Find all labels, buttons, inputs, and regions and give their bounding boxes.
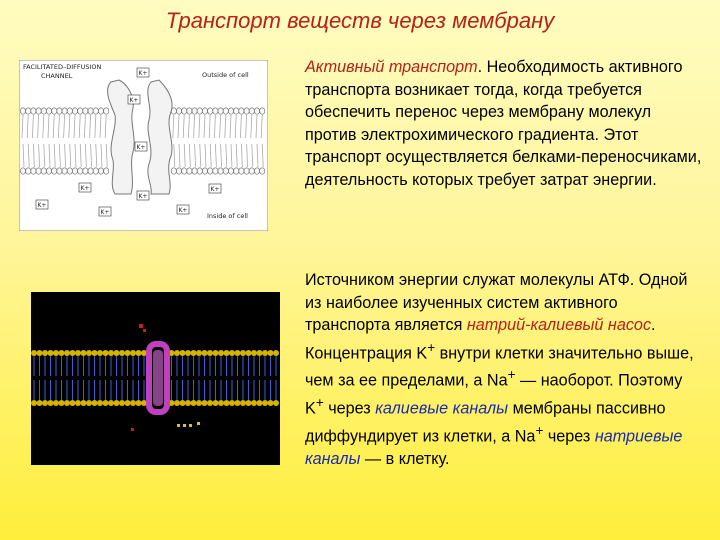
lipid-head (257, 400, 263, 406)
lipid-head (268, 350, 274, 356)
lipid-head (64, 350, 70, 356)
lipid-head (196, 350, 202, 356)
ion-particle (177, 424, 180, 427)
lipid-head (31, 400, 37, 406)
inside-of-cell-label: Inside of cell (207, 212, 248, 220)
lipid-head (213, 108, 218, 114)
lipid-head (218, 168, 223, 174)
lipid-head (75, 400, 81, 406)
ion-box (137, 191, 149, 200)
lipid-head (75, 350, 81, 356)
p2-text-2: . Концентрация K (305, 316, 656, 362)
lipid-head (108, 400, 114, 406)
lipid-head (228, 108, 233, 114)
ion-box (137, 68, 149, 77)
lipid-head (229, 350, 235, 356)
lipid-head (42, 400, 48, 406)
lipid-head (136, 400, 142, 406)
lipid-head (246, 400, 252, 406)
svg-text:K+: K+ (129, 97, 139, 104)
lipid-head (46, 108, 51, 114)
paragraph-active-transport (305, 56, 705, 191)
lipid-head (254, 168, 259, 174)
lipid-head (174, 400, 180, 406)
superscript-plus: + (535, 423, 544, 439)
lipid-head (273, 400, 279, 406)
lipid-head (191, 400, 197, 406)
svg-text:K+: K+ (136, 144, 146, 151)
lipid-head (93, 108, 98, 114)
superscript-plus: + (427, 339, 436, 355)
lipid-head (246, 350, 252, 356)
ion-particle (189, 424, 192, 427)
lipid-head (260, 168, 265, 174)
lipid-head (202, 350, 208, 356)
lipid-head (78, 108, 83, 114)
lipid-head (185, 350, 191, 356)
p2-text-5: через (323, 399, 376, 418)
lipid-head (93, 168, 98, 174)
lipid-head (97, 350, 103, 356)
ion-box (209, 184, 221, 193)
lipid-head (180, 400, 186, 406)
lipid-head (48, 350, 54, 356)
lipid-head (20, 168, 25, 174)
lipid-head (103, 350, 109, 356)
svg-text:K+: K+ (100, 209, 110, 216)
outside-of-cell-label: Outside of cell (202, 71, 249, 79)
lipid-head (104, 108, 109, 114)
lipid-head (67, 168, 72, 174)
lipid-head (57, 168, 62, 174)
lipid-head (182, 108, 187, 114)
lipid-head (244, 108, 249, 114)
ion-particle (139, 324, 143, 328)
channel-label-line1: FACILITATED–DIFFUSION (23, 63, 102, 71)
lipid-head (52, 168, 57, 174)
lipid-head (207, 350, 213, 356)
lipid-head (41, 168, 46, 174)
p2-text-3: внутри клетки значительно выше, чем за ее пределами, а Na (305, 343, 694, 390)
lipid-head (176, 168, 181, 174)
term-active-transport: Активный транспорт (305, 58, 478, 76)
lipid-head (125, 350, 131, 356)
lipid-head (213, 400, 219, 406)
ion-particle (131, 428, 134, 431)
lipid-head (114, 350, 120, 356)
lipid-head (130, 400, 136, 406)
lipid-head (86, 350, 92, 356)
lipid-head (234, 168, 239, 174)
lipid-head (223, 168, 228, 174)
lipid-head (98, 108, 103, 114)
ion-particle (197, 422, 200, 425)
svg-text:K+: K+ (210, 186, 220, 193)
lipid-head (196, 400, 202, 406)
svg-text:K+: K+ (178, 207, 188, 214)
lipid-head (239, 108, 244, 114)
lipid-head (208, 168, 213, 174)
lipid-head (78, 168, 83, 174)
lipid-head (213, 168, 218, 174)
term-potassium-channels: калиевые каналы (375, 399, 509, 418)
lipid-head (53, 400, 59, 406)
lipid-head (103, 400, 109, 406)
lipid-head (192, 108, 197, 114)
lipid-head (268, 400, 274, 406)
lipid-head (26, 168, 31, 174)
lipid-head (273, 350, 279, 356)
lipid-head (53, 350, 59, 356)
lipid-head (52, 108, 57, 114)
lipid-head (202, 400, 208, 406)
lipid-head (218, 400, 224, 406)
lipid-head (174, 350, 180, 356)
ion-box (135, 142, 147, 151)
svg-text:K+: K+ (138, 193, 148, 200)
ion-box (36, 200, 48, 209)
lipid-head (197, 168, 202, 174)
sodium-potassium-pump-figure (31, 292, 280, 465)
lipid-head (136, 350, 142, 356)
lipid-head (224, 400, 230, 406)
paragraph-energy-source (305, 269, 705, 471)
lipid-head (251, 400, 257, 406)
lipid-head (185, 400, 191, 406)
lipid-head (240, 400, 246, 406)
superscript-plus: + (507, 367, 516, 383)
lipid-head (202, 168, 207, 174)
lipid-head (72, 108, 77, 114)
lipid-head (46, 168, 51, 174)
lipid-head (114, 400, 120, 406)
lipid-head (208, 108, 213, 114)
p2-text-1: Источником энергии служат молекулы АТФ. Одной из наиболее изученных систем активного транспорта является (305, 271, 688, 334)
term-sodium-potassium-pump: натрий-калиевый насос (466, 316, 652, 334)
paragraph1-text: . Необходимость активного транспорта возникает тогда, когда требуется обеспечить перенос через мембрану молекул против электрохимического градиента. Этот транспорт осуществляется белками-переносчиками, деятельность которых требует затрат энергии. (305, 58, 702, 189)
p2-text-8: — в клетку. (360, 450, 450, 469)
lipid-head (240, 350, 246, 356)
lipid-head (92, 400, 98, 406)
lipid-head (104, 168, 109, 174)
lipid-head (223, 108, 228, 114)
facilitated-diffusion-figure (19, 60, 268, 231)
lipid-head (59, 400, 65, 406)
lipid-head (97, 400, 103, 406)
lipid-head (59, 350, 65, 356)
term-sodium-channels: натриевые каналы (305, 427, 683, 469)
lipid-head (37, 350, 43, 356)
lipid-head (228, 168, 233, 174)
lipid-head (62, 168, 67, 174)
lipid-head (229, 400, 235, 406)
lipid-head (37, 400, 43, 406)
p2-text-6: мембраны пассивно диффундирует из клетки, а Na (305, 399, 666, 446)
lipid-head (31, 350, 37, 356)
ion-box (177, 205, 189, 214)
lipid-head (207, 400, 213, 406)
superscript-plus: + (315, 395, 324, 411)
channel-protein-right (148, 80, 172, 194)
lipid-head (36, 108, 41, 114)
lipid-head (202, 108, 207, 114)
lipid-head (257, 350, 263, 356)
lipid-head (125, 400, 131, 406)
lipid-head (70, 350, 76, 356)
lipid-head (108, 350, 114, 356)
slide-title: Транспорт веществ через мембрану (165, 8, 555, 33)
lipid-head (72, 168, 77, 174)
lipid-head (197, 108, 202, 114)
lipid-head (57, 108, 62, 114)
ion-particle (143, 329, 146, 332)
lipid-head (244, 168, 249, 174)
lipid-head (235, 350, 241, 356)
lipid-head (249, 108, 254, 114)
lipid-head (70, 400, 76, 406)
lipid-head (130, 350, 136, 356)
lipid-head (192, 168, 197, 174)
lipid-head (92, 350, 98, 356)
svg-text:K+: K+ (138, 70, 148, 77)
lipid-head (235, 400, 241, 406)
lipid-head (176, 108, 181, 114)
lipid-head (254, 108, 259, 114)
pump-protein-core (153, 350, 163, 406)
lipid-head (83, 108, 88, 114)
lipid-head (262, 350, 268, 356)
lipid-head (234, 108, 239, 114)
ion-box (99, 207, 111, 216)
lipid-head (171, 168, 176, 174)
p2-text-4: — наоборот. Поэтому K (305, 371, 683, 418)
lipid-head (119, 400, 125, 406)
lipid-head (187, 168, 192, 174)
lipid-head (260, 108, 265, 114)
lipid-head (36, 168, 41, 174)
lipid-head (251, 350, 257, 356)
lipid-head (41, 108, 46, 114)
lipid-head (67, 108, 72, 114)
lipid-head (81, 400, 87, 406)
lipid-head (83, 168, 88, 174)
channel-label-line2: CHANNEL (41, 72, 73, 80)
lipid-head (182, 168, 187, 174)
lipid-head (213, 350, 219, 356)
lipid-head (262, 400, 268, 406)
lipid-head (249, 168, 254, 174)
lipid-head (20, 108, 25, 114)
lipid-head (26, 108, 31, 114)
lipid-head (218, 350, 224, 356)
lipid-head (64, 400, 70, 406)
lipid-head (81, 350, 87, 356)
ion-particle (183, 424, 186, 427)
lipid-head (31, 108, 36, 114)
lipid-head (224, 350, 230, 356)
lipid-head (88, 168, 93, 174)
lipid-head (48, 400, 54, 406)
lipid-head (180, 350, 186, 356)
lipid-head (239, 168, 244, 174)
lipid-head (119, 350, 125, 356)
ion-box (128, 95, 140, 104)
lipid-head (42, 350, 48, 356)
lipid-head (86, 400, 92, 406)
lipid-head (31, 168, 36, 174)
lipid-head (62, 108, 67, 114)
p2-text-7: через (543, 427, 595, 446)
lipid-head (98, 168, 103, 174)
lipid-head (187, 108, 192, 114)
lipid-head (218, 108, 223, 114)
lipid-head (191, 350, 197, 356)
ion-box (79, 183, 91, 192)
svg-text:K+: K+ (37, 202, 47, 209)
lipid-head (88, 108, 93, 114)
svg-text:K+: K+ (80, 185, 90, 192)
